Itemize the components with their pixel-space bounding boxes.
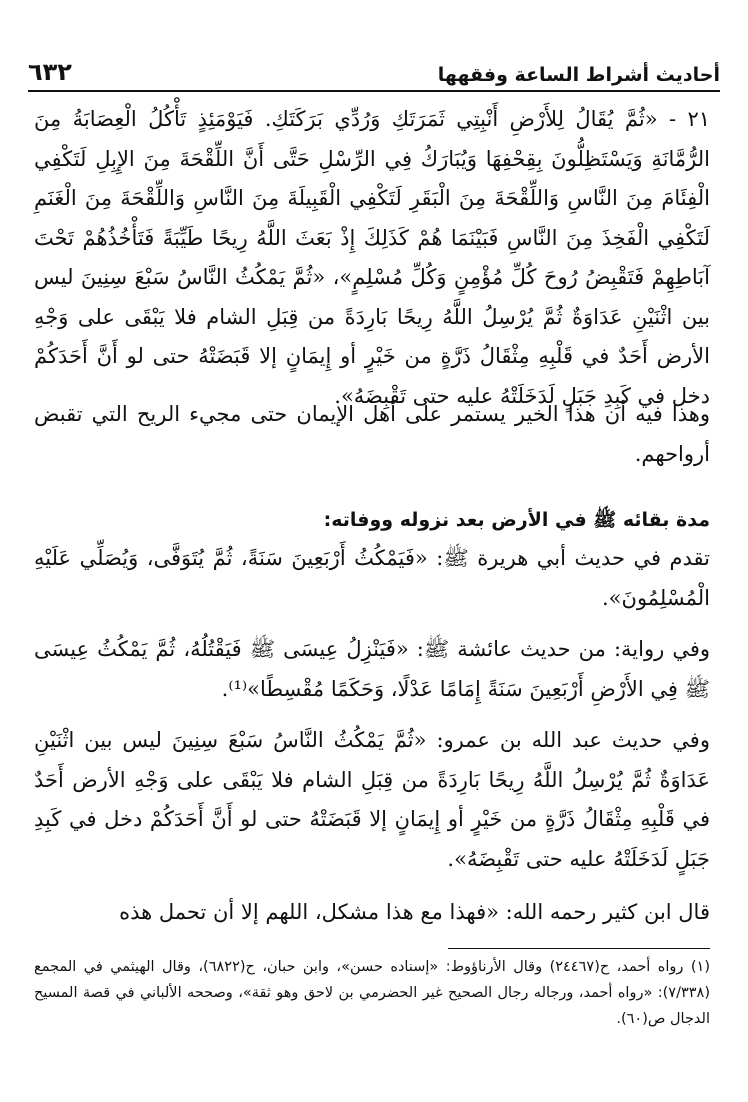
- ibn-kathir-paragraph: قال ابن كثير رحمه الله: «فهذا مع هذا مشكل، اللهم إلا أن تحمل هذه: [119, 900, 710, 924]
- abdullah-ibn-amr-paragraph: وفي حديث عبد الله بن عمرو: «ثُمَّ يَمْكُثُ النَّاسُ سَبْعَ سِنِينَ ليس بين اثْنَيْنِ عَدَاوَةٌ ثُمَّ يُرْسِلُ اللَّهُ رِيحًا بَارِدَةً من قِبَلِ الشام فلا يَبْقَى على وَجْهِ الأرض أَحَدٌ في قَلْبِهِ مِثْقَالُ ذَرَّةٍ من خَيْرٍ أو إِيمَانٍ إلا قَبَضَتْهُ حتى لو أَنَّ أَحَدَكُمْ دخل في كَبِدِ جَبَلٍ لَدَخَلَتْهُ عليه حتى تَقْبِضَهُ».: [34, 728, 710, 871]
- footnote-rule: [448, 948, 710, 949]
- footnote-1: (١) رواه أحمد، ح(٢٤٤٦٧) وقال الأرناؤوط: «إسناده حسن»، وابن حبان، ح(٦٨٢٢)، وقال الهيثمي في المجمع (٧/٣٣٨): «رواه أحمد، ورجاله رجال الصحيح غير الحضرمي بن لاحق وهو ثقة»، وصححه الألباني في قصة المسيح الدجال ص(٦٠).: [34, 959, 710, 1027]
- abu-hurayra-paragraph: تقدم في حديث أبي هريرة ﷺ: «فَيَمْكُثُ أَرْبَعِينَ سَنَةً، ثُمَّ يُتَوَفَّى، وَيُصَلِّي عَلَيْهِ الْمُسْلِمُونَ».: [34, 546, 710, 610]
- body-text: [34, 100, 710, 933]
- page-number: ٦٣٢: [28, 58, 72, 86]
- aisha-paragraph: وفي رواية: من حديث عائشة ﷺ: «فَيَنْزِلُ عِيسَى ﷺ فَيَقْتُلُهُ، ثُمَّ يَمْكُثُ عِيسَى ﷺ فِي الأَرْضِ أَرْبَعِينَ سَنَةً إِمَامًا عَدْلًا، وَحَكَمًا مُقْسِطًا»⁽¹⁾.: [34, 637, 710, 701]
- footnote: [34, 954, 710, 1032]
- header-rule: [28, 90, 720, 92]
- section-heading: مدة بقائه ﷺ في الأرض بعد نزوله ووفاته:: [323, 509, 710, 531]
- page-header: [28, 50, 720, 86]
- commentary-paragraph: وهذا فيه أن هذا الخير يستمر على أهل الإيمان حتى مجيء الريح التي تقبض أرواحهم.: [34, 402, 710, 466]
- running-title: أحاديث أشراط الساعة وفقهها: [437, 64, 720, 86]
- hadith-paragraph-21: ٢١ - «ثُمَّ يُقَالُ لِلأَرْضِ أَنْبِتِي ثَمَرَتَكِ وَرُدِّي بَرَكَتَكِ. فَيَوْمَئِذٍ تَأْكُلُ الْعِصَابَةُ مِنَ الرُّمَّانَةِ وَيَسْتَظِلُّونَ بِقِحْفِهَا وَيُبَارَكُ فِي الرِّسْلِ حَتَّى أَنَّ اللِّقْحَةَ مِنَ الإِبِلِ لَتَكْفِي الْفِئَامَ مِنَ النَّاسِ وَاللِّقْحَةَ مِنَ الْبَقَرِ لَتَكْفِي الْقَبِيلَةَ مِنَ النَّاسِ وَاللِّقْحَةَ مِنَ الْغَنَمِ لَتَكْفِي الْفَخِذَ مِنَ النَّاسِ فَبَيْنَمَا هُمْ كَذَلِكَ إِذْ بَعَثَ اللَّهُ رِيحًا طَيِّبَةً فَتَأْخُذُهُمْ تَحْتَ آبَاطِهِمْ فَتَقْبِضُ رُوحَ كُلِّ مُؤْمِنٍ وَكُلِّ مُسْلِمٍ»، «ثُمَّ يَمْكُثُ النَّاسُ سَبْعَ سِنِينَ ليس بين اثْنَيْنِ عَدَاوَةٌ ثُمَّ يُرْسِلُ اللَّهُ رِيحًا بَارِدَةً من قِبَلِ الشام فلا يَبْقَى على وَجْهِ الأرض أَحَدٌ في قَلْبِهِ مِثْقَالُ ذَرَّةٍ من خَيْرٍ أو إِيمَانٍ إلا قَبَضَتْهُ حتى لو أَنَّ أَحَدَكُمْ دخل في كَبِدِ جَبَلٍ لَدَخَلَتْهُ عليه حتى تَقْبِضَهُ».: [34, 107, 710, 408]
